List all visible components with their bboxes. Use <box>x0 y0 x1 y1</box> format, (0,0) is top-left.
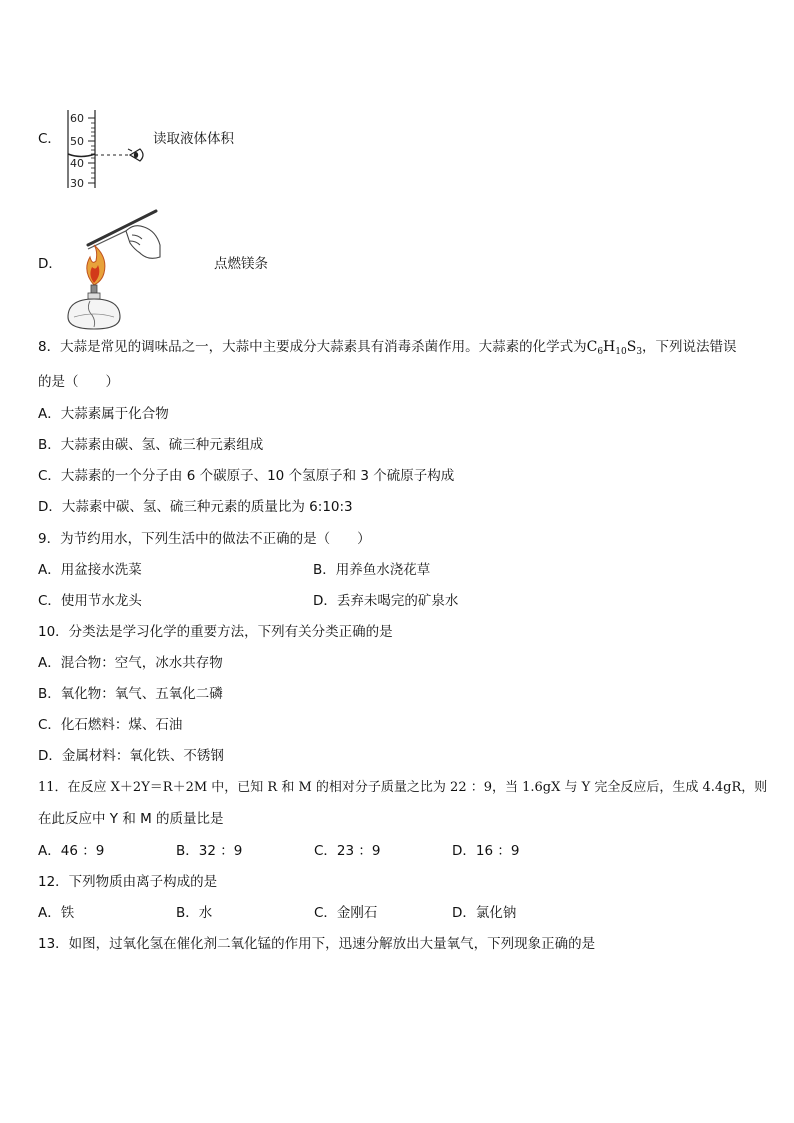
q8-stem-a: 8．大蒜是常见的调味品之一，大蒜中主要成分大蒜素具有消毒杀菌作用。大蒜素的化学式为 <box>38 339 587 355</box>
q8-option-c: C．大蒜素的一个分子由 6 个碳原子、10 个氢原子和 3 个硫原子构成 <box>38 468 455 484</box>
q11-option-c: C．23 ：9 <box>314 843 381 859</box>
q12-stem: 12．下列物质由离子构成的是 <box>38 874 218 890</box>
q12-option-d: D．氯化钠 <box>452 905 517 921</box>
option-c-caption: 读取液体体积 <box>153 131 234 147</box>
q11-option-a: A．46 ：9 <box>38 843 105 859</box>
q8-formula: $C_6H_{10}S_3$ <box>586 339 643 357</box>
option-d-caption: 点燃镁条 <box>214 256 268 272</box>
q8-option-d: D．大蒜素中碳、氢、硫三种元素的质量比为 6:10:3 <box>38 499 353 515</box>
q13-stem: 13．如图，过氧化氢在催化剂二氧化锰的作用下，迅速分解放出大量氧气，下列现象正确的是 <box>38 936 596 952</box>
q9-option-d: D．丢弃未喝完的矿泉水 <box>313 593 459 609</box>
alcohol-lamp-figure <box>60 205 168 335</box>
q9-stem: 9．为节约用水，下列生活中的做法不正确的是（ ） <box>38 531 371 547</box>
eye-icon <box>128 149 143 161</box>
q10-option-a: A．混合物：空气，冰水共存物 <box>38 655 223 671</box>
q10-option-c: C．化石燃料：煤、石油 <box>38 717 183 733</box>
q11-option-d: D．16 ：9 <box>452 843 520 859</box>
q8-option-b: B．大蒜素由碳、氢、硫三种元素组成 <box>38 437 264 453</box>
q12-option-a: A．铁 <box>38 905 75 921</box>
q9-option-b: B．用养鱼水浇花草 <box>313 562 431 578</box>
q11-stem-line2: 在此反应中 Y 和 M 的质量比是 <box>38 811 224 827</box>
q11-option-b: B．32 ：9 <box>176 843 243 859</box>
q12-option-c: C．金刚石 <box>314 905 378 921</box>
scale-label-40: 40 <box>70 157 84 170</box>
option-c-letter: C． <box>38 131 61 147</box>
q9-option-a: A．用盆接水洗菜 <box>38 562 142 578</box>
q10-option-d: D．金属材料：氧化铁、不锈钢 <box>38 748 224 764</box>
q8-stem-line1 <box>38 338 737 361</box>
q9-option-c: C．使用节水龙头 <box>38 593 142 609</box>
scale-label-30: 30 <box>70 177 84 190</box>
q8-stem-line2: 的是（ ） <box>38 374 119 390</box>
meniscus <box>68 154 95 157</box>
q10-stem: 10．分类法是学习化学的重要方法，下列有关分类正确的是 <box>38 624 393 640</box>
q12-option-b: B．水 <box>176 905 213 921</box>
q8-option-a: A．大蒜素属于化合物 <box>38 406 169 422</box>
hand-icon <box>126 226 160 259</box>
option-d-letter: D． <box>38 256 62 272</box>
scale-label-60: 60 <box>70 112 84 125</box>
q11-stem-line1: 11．在反应 X＋2Y＝R＋2M 中，已知 R 和 M 的相对分子质量之比为 22 ：9，当 1.6gX 与 Y 完全反应后，生成 4.4gR，则 <box>38 780 768 795</box>
q10-option-b: B．氧化物：氧气、五氧化二磷 <box>38 686 223 702</box>
q8-stem-b: ，下列说法错误 <box>642 339 737 355</box>
flame-icon <box>87 245 105 285</box>
scale-label-50: 50 <box>70 135 84 148</box>
graduated-cylinder-figure <box>62 108 162 192</box>
